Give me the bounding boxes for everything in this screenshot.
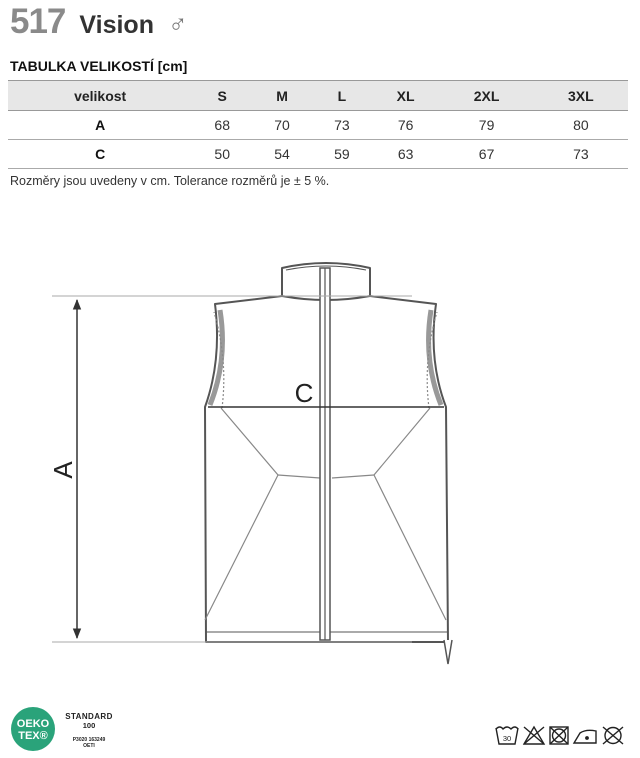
dimension-a-label: A <box>48 461 78 479</box>
size-header: S <box>192 81 252 111</box>
no-dry-clean-icon <box>603 727 623 744</box>
care-symbols <box>494 722 628 750</box>
product-code: 517 <box>10 2 66 41</box>
table-cell: 50 <box>192 140 252 169</box>
table-cell: 79 <box>439 111 533 140</box>
iron-low-icon <box>574 730 596 743</box>
table-cell: 59 <box>312 140 372 169</box>
size-header: M <box>252 81 312 111</box>
row-label: A <box>8 111 192 140</box>
oeko-logo-line1: OEKO <box>16 718 50 730</box>
tolerance-note: Rozměry jsou uvedeny v cm. Tolerance rozměrů je ± 5 %. <box>10 174 330 188</box>
table-cell: 73 <box>312 111 372 140</box>
table-cell: 76 <box>372 111 440 140</box>
size-header: XL <box>372 81 440 111</box>
table-cell: 70 <box>252 111 312 140</box>
row-label: C <box>8 140 192 169</box>
wash-temperature: 30 <box>502 734 512 743</box>
certificate-id: P3020 163249 <box>72 737 106 743</box>
table-cell: 68 <box>192 111 252 140</box>
standard-label: STANDARD <box>65 712 113 721</box>
dimension-c-label: C <box>294 378 314 408</box>
male-icon: ♂ <box>167 9 188 39</box>
size-header: 2XL <box>439 81 533 111</box>
size-header: 3XL <box>534 81 628 111</box>
size-table-title: TABULKA VELIKOSTÍ [cm] <box>10 58 188 74</box>
table-cell: 54 <box>252 140 312 169</box>
oeko-tex-logo <box>10 706 56 752</box>
standard-number: 100 <box>82 721 96 730</box>
table-cell: 63 <box>372 140 440 169</box>
size-header: L <box>312 81 372 111</box>
size-head-label: velikost <box>8 81 192 111</box>
table-cell: 67 <box>439 140 533 169</box>
oeko-logo-line2: TEX® <box>18 730 48 742</box>
no-bleach-icon <box>524 727 544 744</box>
oeko-tex-standard <box>60 712 118 749</box>
no-tumble-dry-icon <box>550 727 568 744</box>
wash-30-icon <box>496 727 518 744</box>
table-cell: 80 <box>534 111 628 140</box>
certificate-institute: OETI <box>83 743 95 749</box>
product-name: Vision <box>79 11 154 39</box>
table-cell: 73 <box>534 140 628 169</box>
